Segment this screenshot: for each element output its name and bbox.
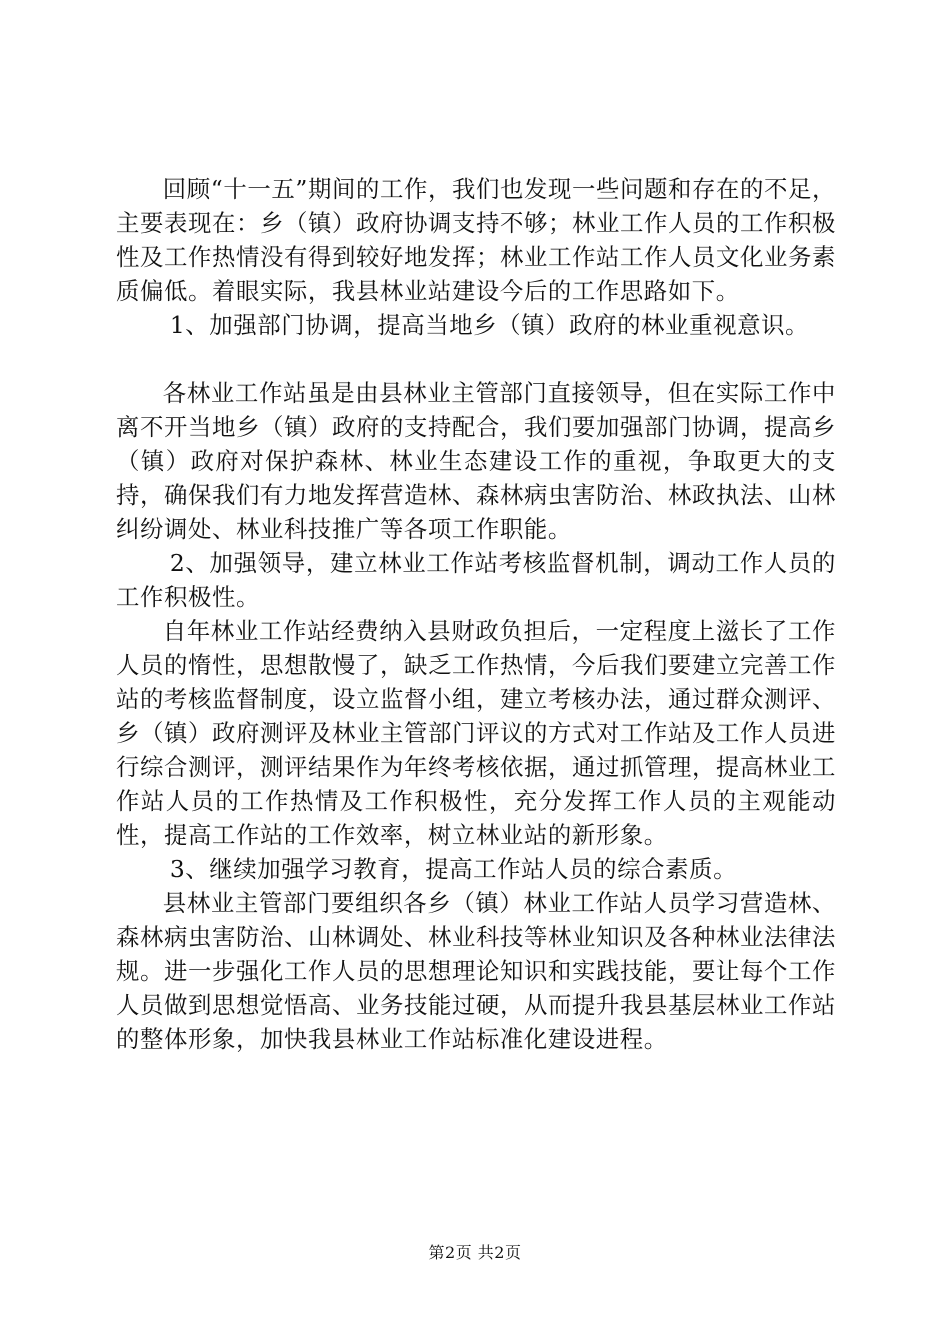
heading-item-1: 1、加强部门协调，提高当地乡（镇）政府的林业重视意识。: [169, 311, 810, 339]
paragraph-review: 回顾“十一五”期间的工作，我们也发现一些问题和存在的不足，主要表现在：乡（镇）政府协调支持不够；林业工作人员的工作积极性及工作热情没有得到较好地发挥；林业工作站工作人员文化业务素质偏低。着眼实际，我县林业站建设今后的工作思路如下。: [116, 175, 836, 305]
paragraph-education: 县林业主管部门要组织各乡（镇）林业工作站人员学习营造林、森林病虫害防治、山林调处、林业科技等林业知识及各种林业法律法规。进一步强化工作人员的思想理论知识和实践技能，要让每个工作人员做到思想觉悟高、业务技能过硬，从而提升我县基层林业工作站的整体形象，加快我县林业工作站标准化建设进程。: [116, 889, 836, 1053]
heading-item-3: 3、继续加强学习教育，提高工作站人员的综合素质。: [169, 855, 738, 883]
paragraph-coordination: 各林业工作站虽是由县林业主管部门直接领导，但在实际工作中离不开当地乡（镇）政府的支持配合，我们要加强部门协调，提高乡（镇）政府对保护森林、林业生态建设工作的重视，争取更大的支持，确保我们有力地发挥营造林、森林病虫害防治、林政执法、山林纠纷调处、林业科技推广等各项工作职能。: [116, 379, 836, 543]
heading-item-2: 2、加强领导，建立林业工作站考核监督机制，调动工作人员的工作积极性。: [116, 549, 836, 611]
page-footer: 第2页 共2页: [428, 1243, 522, 1262]
paragraph-supervision: 自年林业工作站经费纳入县财政负担后，一定程度上滋长了工作人员的惰性，思想散慢了，缺乏工作热情，今后我们要建立完善工作站的考核监督制度，设立监督小组，建立考核办法，通过群众测评、乡（镇）政府测评及林业主管部门评议的方式对工作站及工作人员进行综合测评，测评结果作为年终考核依据，通过抓管理，提高林业工作站人员的工作热情及工作积极性，充分发挥工作人员的主观能动性，提高工作站的工作效率，树立林业站的新形象。: [116, 617, 836, 849]
document-body: [116, 172, 836, 1056]
